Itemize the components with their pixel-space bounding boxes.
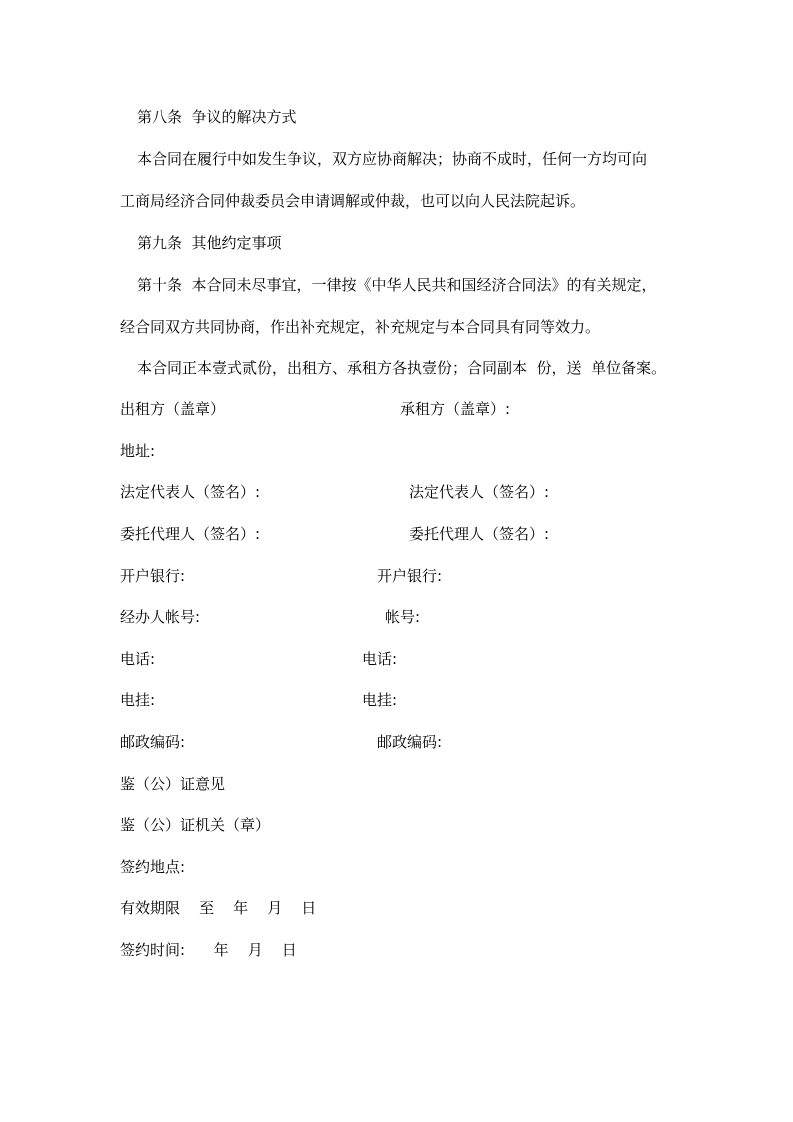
article-8-body-line-2: 工商局经济合同仲裁委员会申请调解或仲裁，也可以向人民法院起诉。 xyxy=(120,192,586,210)
lessor-phone-label: 电话: xyxy=(120,650,156,668)
lessor-account-label: 经办人帐号: xyxy=(120,608,201,626)
lessor-legal-rep-label: 法定代表人（签名）: xyxy=(120,483,261,501)
notary-organ-label: 鉴（公）证机关（章） xyxy=(120,816,271,834)
lessor-postcode-label: 邮政编码: xyxy=(120,733,186,751)
lessee-hangup-label: 电挂: xyxy=(362,691,398,709)
lessee-seal-label: 承租方（盖章）: xyxy=(400,400,511,418)
article-8-body-line-1: 本合同在履行中如发生争议，双方应协商解决；协商不成时，任何一方均可向 xyxy=(137,150,648,168)
article-8-heading: 第八条 争议的解决方式 xyxy=(137,108,297,126)
lessee-bank-label: 开户银行: xyxy=(377,567,443,585)
article-9-heading: 第九条 其他约定事项 xyxy=(137,234,282,252)
sign-time-label: 签约时间: 年 月 日 xyxy=(120,941,297,959)
lessee-account-label: 帐号: xyxy=(385,608,421,626)
notary-opinion-label: 鉴（公）证意见 xyxy=(120,775,226,793)
lessee-legal-rep-label: 法定代表人（签名）: xyxy=(409,483,550,501)
lessor-hangup-label: 电挂: xyxy=(120,691,156,709)
sign-place-label: 签约地点: xyxy=(120,858,186,876)
lessor-agent-label: 委托代理人（签名）: xyxy=(120,525,261,543)
article-10-body-line-1: 第十条 本合同未尽事宜，一律按《中华人民共和国经济合同法》的有关规定， xyxy=(137,276,657,294)
lessee-postcode-label: 邮政编码: xyxy=(377,733,443,751)
lessor-bank-label: 开户银行: xyxy=(120,567,186,585)
article-10-body-line-2: 经合同双方共同协商，作出补充规定，补充规定与本合同具有同等效力。 xyxy=(120,318,601,336)
lessee-phone-label: 电话: xyxy=(362,650,398,668)
lessee-agent-label: 委托代理人（签名）: xyxy=(409,525,550,543)
lessor-seal-label: 出租方（盖章） xyxy=(120,400,226,418)
validity-period-label: 有效期限 至 年 月 日 xyxy=(120,899,317,917)
copies-clause: 本合同正本壹式贰份，出租方、承租方各执壹份；合同副本 份，送 单位备案。 xyxy=(137,359,667,377)
address-label: 地址: xyxy=(120,442,156,460)
